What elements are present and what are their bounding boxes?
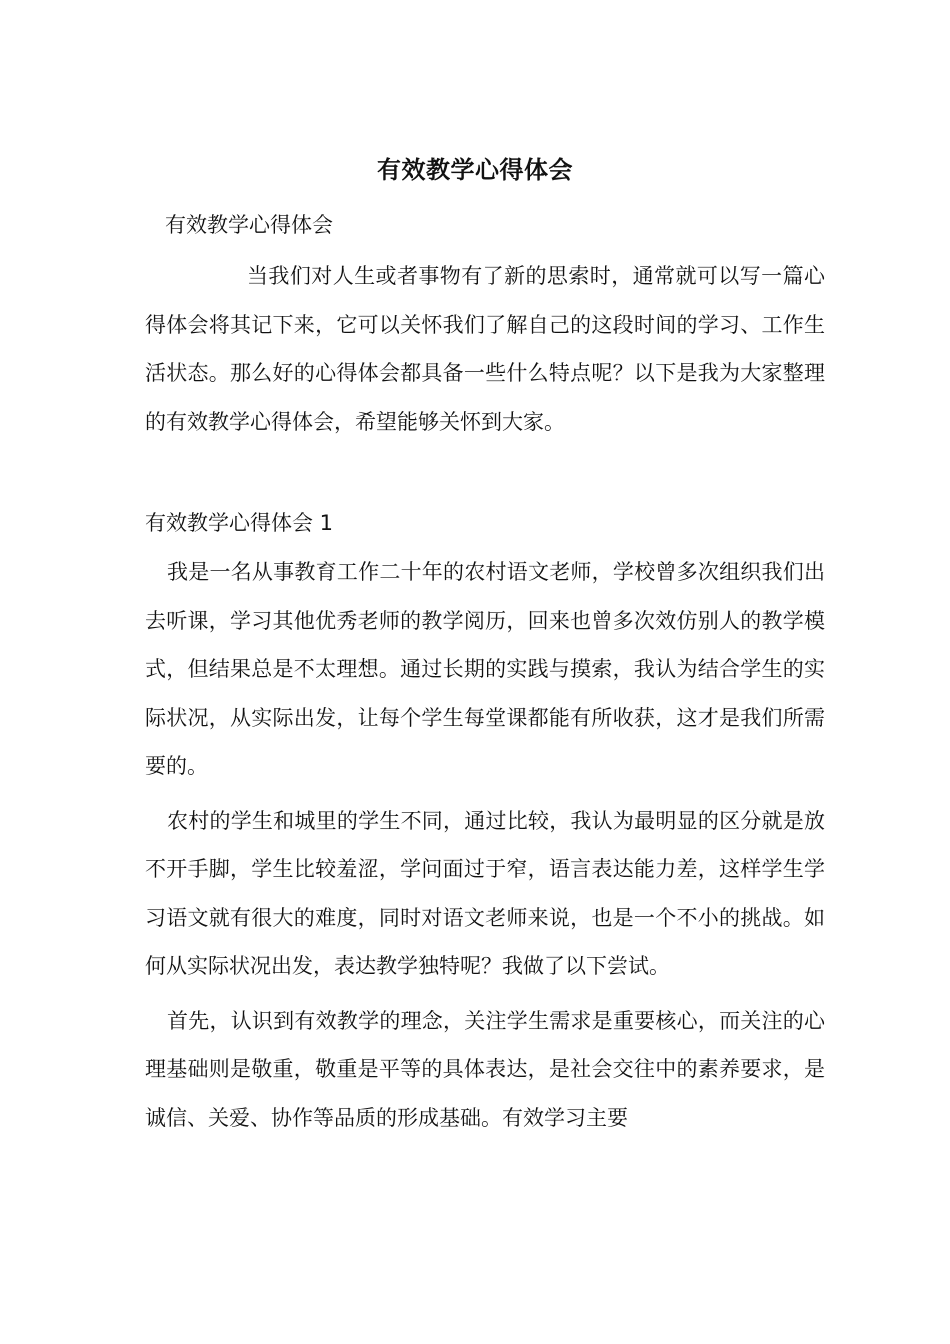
section-heading: 有效教学心得体会 1	[145, 511, 334, 535]
document-title: 有效教学心得体会	[377, 156, 573, 184]
body-paragraph-1: 我是一名从事教育工作二十年的农村语文老师，学校曾多次组织我们出去听课，学习其他优秀老师的教学阅历，回来也曾多次效仿别人的教学模式，但结果总是不太理想。通过长期的实践与摸索，我认为结合学生的实际状况，从实际出发，让每个学生每堂课都能有所收获，这才是我们所需要的。	[145, 560, 825, 778]
document-subtitle: 有效教学心得体会	[165, 213, 333, 237]
section-body	[145, 548, 825, 1148]
body-paragraph-3: 首先，认识到有效教学的理念，关注学生需求是重要核心，而关注的心理基础则是敬重，敬重是平等的具体表达，是社会交往中的素养要求，是诚信、关爱、协作等品质的形成基础。有效学习主要	[145, 1008, 825, 1130]
body-paragraph-2: 农村的学生和城里的学生不同，通过比较，我认为最明显的区分就是放不开手脚，学生比较羞涩，学问面过于窄，语言表达能力差，这样学生学习语文就有很大的难度，同时对语文老师来说，也是一个不小的挑战。如何从实际状况出发，表达教学独特呢？我做了以下尝试。	[145, 808, 825, 978]
intro-paragraph: 当我们对人生或者事物有了新的思索时，通常就可以写一篇心得体会将其记下来，它可以关怀我们了解自己的这段时间的学习、工作生活状态。那么好的心得体会都具备一些什么特点呢？以下是我为大家整理的有效教学心得体会，希望能够关怀到大家。	[145, 264, 825, 434]
